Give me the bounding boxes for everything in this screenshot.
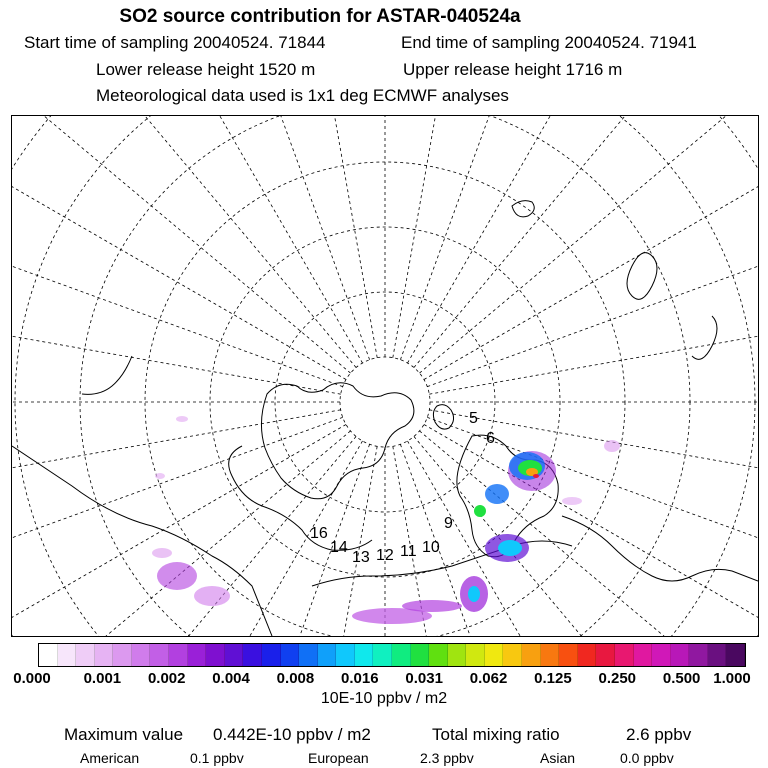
met-data-label: Meteorological data used is 1x1 deg ECMWF analyses (96, 86, 509, 105)
colorbar-tick-label: 0.004 (212, 670, 250, 687)
plot-title: SO2 source contribution for ASTAR-040524a (119, 6, 521, 27)
total-mixing-value: 2.6 ppbv (626, 725, 692, 744)
colorbar-segment (188, 644, 207, 666)
colorbar-segment (373, 644, 392, 666)
colorbar-tick-label: 0.062 (469, 670, 508, 687)
max-value-label: Maximum value (64, 725, 184, 744)
colorbar-segment (76, 644, 95, 666)
colorbar-segment (634, 644, 653, 666)
colorbar-units: 10E-10 ppbv / m2 (320, 690, 448, 707)
colorbar-segment (392, 644, 411, 666)
colorbar-tick-label: 0.001 (83, 670, 122, 687)
colorbar-tick-label: 0.125 (534, 670, 572, 687)
colorbar-segment (485, 644, 504, 666)
colorbar-segment (652, 644, 671, 666)
colorbar-segment (150, 644, 169, 666)
track-label-14: 14 (330, 539, 348, 556)
colorbar-tick-label: 0.008 (276, 670, 315, 687)
colorbar-segment (522, 644, 541, 666)
track-label-5: 5 (469, 410, 478, 427)
colorbar-segment (466, 644, 485, 666)
colorbar-tick-label: 0.000 (13, 670, 51, 687)
colorbar-segment (689, 644, 708, 666)
so2-plume (152, 416, 620, 624)
colorbar-tick-label: 0.016 (341, 670, 379, 687)
colorbar-tick-label: 0.500 (662, 670, 701, 687)
start-time-label: Start time of sampling 20040524. 71844 (24, 33, 326, 52)
colorbar-segment (559, 644, 578, 666)
colorbar-segment (429, 644, 448, 666)
colorbar-segment (541, 644, 560, 666)
colorbar-segment (113, 644, 132, 666)
colorbar-segment (336, 644, 355, 666)
colorbar-tick-label: 0.250 (598, 670, 637, 687)
track-label-11: 11 (400, 543, 417, 560)
track-label-10: 10 (422, 539, 440, 556)
european-label: European (308, 750, 369, 766)
asian-value: 0.0 ppbv (620, 750, 674, 766)
colorbar-segment (262, 644, 281, 666)
colorbar-segment (169, 644, 188, 666)
colorbar-segment (39, 644, 58, 666)
lower-release-label: Lower release height 1520 m (96, 60, 316, 79)
colorbar-segment (503, 644, 522, 666)
colorbar-tick-label: 0.002 (147, 670, 186, 687)
colorbar-segment (58, 644, 77, 666)
track-label-13: 13 (352, 549, 370, 566)
polar-map (11, 115, 759, 637)
european-value: 2.3 ppbv (420, 750, 474, 766)
colorbar-segment (281, 644, 300, 666)
colorbar (38, 643, 746, 667)
colorbar-segment (299, 644, 318, 666)
american-label: American (80, 750, 140, 766)
colorbar-segment (355, 644, 374, 666)
colorbar-segment (132, 644, 151, 666)
colorbar-segment (95, 644, 114, 666)
colorbar-segment (225, 644, 244, 666)
colorbar-segment (708, 644, 727, 666)
track-label-6: 6 (486, 430, 495, 447)
colorbar-segment (411, 644, 430, 666)
total-mixing-label: Total mixing ratio (432, 725, 560, 744)
colorbar-segment (671, 644, 690, 666)
map-canvas (12, 116, 758, 636)
colorbar-segment (318, 644, 337, 666)
upper-release-label: Upper release height 1716 m (403, 60, 623, 79)
colorbar-tick-label: 0.031 (405, 670, 443, 687)
colorbar-segment (243, 644, 262, 666)
max-value: 0.442E-10 ppbv / m2 (213, 725, 371, 744)
colorbar-segment (206, 644, 225, 666)
track-label-9: 9 (444, 515, 453, 532)
asian-label: Asian (540, 750, 576, 766)
colorbar-segment (448, 644, 467, 666)
colorbar-segment (615, 644, 634, 666)
colorbar-segment (578, 644, 597, 666)
trajectory-labels (310, 410, 495, 566)
end-time-label: End time of sampling 20040524. 71941 (401, 33, 697, 52)
colorbar-tick-label: 1.000 (713, 670, 751, 687)
track-label-16: 16 (310, 525, 328, 542)
colorbar-segment (726, 644, 745, 666)
colorbar-segment (596, 644, 615, 666)
american-value: 0.1 ppbv (190, 750, 244, 766)
track-label-12: 12 (376, 547, 394, 564)
